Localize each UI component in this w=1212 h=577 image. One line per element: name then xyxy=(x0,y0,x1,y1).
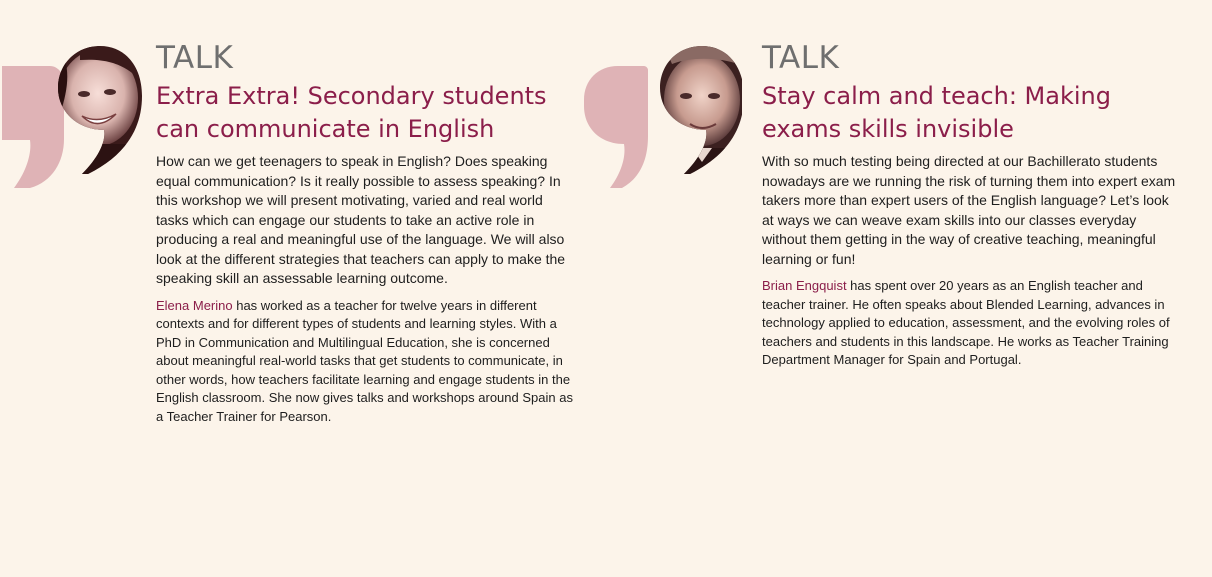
speaker-photo-quote-icon xyxy=(0,44,160,189)
talk-card-left xyxy=(0,0,600,577)
talk-title xyxy=(762,80,1182,146)
speaker-bio xyxy=(762,277,1182,370)
talk-label: TALK xyxy=(156,40,234,76)
talk-card-right xyxy=(582,0,1212,577)
speaker-name: Elena Merino xyxy=(156,297,233,313)
speaker-photo-quote-icon xyxy=(582,44,742,189)
speaker-name: Brian Engquist xyxy=(762,278,847,293)
talk-title-line-1: Stay calm and teach: Making xyxy=(762,82,1111,110)
talk-title-line-1: Extra Extra! Secondary students xyxy=(156,82,547,110)
talk-label: TALK xyxy=(762,40,840,76)
talk-title-line-2: can communicate in English xyxy=(156,115,495,143)
talk-description: How can we get teenagers to speak in English? Does speaking equal communication? Is it really possible to assess speaking? In this workshop we will present motivating, varied and real world tasks which can engage our students to take an active role in producing a real and meaningful use of the language. We will also look at the different strategies that teachers can apply to make the speaking skill an assessable learning outcome. xyxy=(156,153,566,286)
speaker-bio-text: has worked as a teacher for twelve years in different contexts and for different types of students and learning styles. With a PhD in Communication and Multilingual Education, she is concerned about meaningful real-world tasks that get students to communicate, in other words, how teachers facilitate learning and engage students in the English classroom. She now gives talks and workshops around Spain as a Teacher Trainer for Pearson. xyxy=(156,297,573,424)
speaker-bio xyxy=(156,297,576,427)
talk-content xyxy=(762,40,1182,370)
talk-description: With so much testing being directed at our Bachillerato students nowadays are we running the risk of turning them into expert exam takers more than expert users of the English language? Let’s look at ways we can weave exam skills into our classes everyday without them getting in the way of creative teaching, meaningful learning or fun! xyxy=(762,153,1176,267)
talk-content xyxy=(156,40,576,426)
speaker-bio-text: has spent over 20 years as an English teacher and teacher trainer. He often speaks about Blended Learning, advances in technology applied to education, assessment, and the evolving roles of teachers and students in this landscape. He works as Teacher Training Department Manager for Spain and Portugal. xyxy=(762,278,1170,367)
talk-title-line-2: exams skills invisible xyxy=(762,115,1014,143)
talk-title xyxy=(156,80,576,146)
